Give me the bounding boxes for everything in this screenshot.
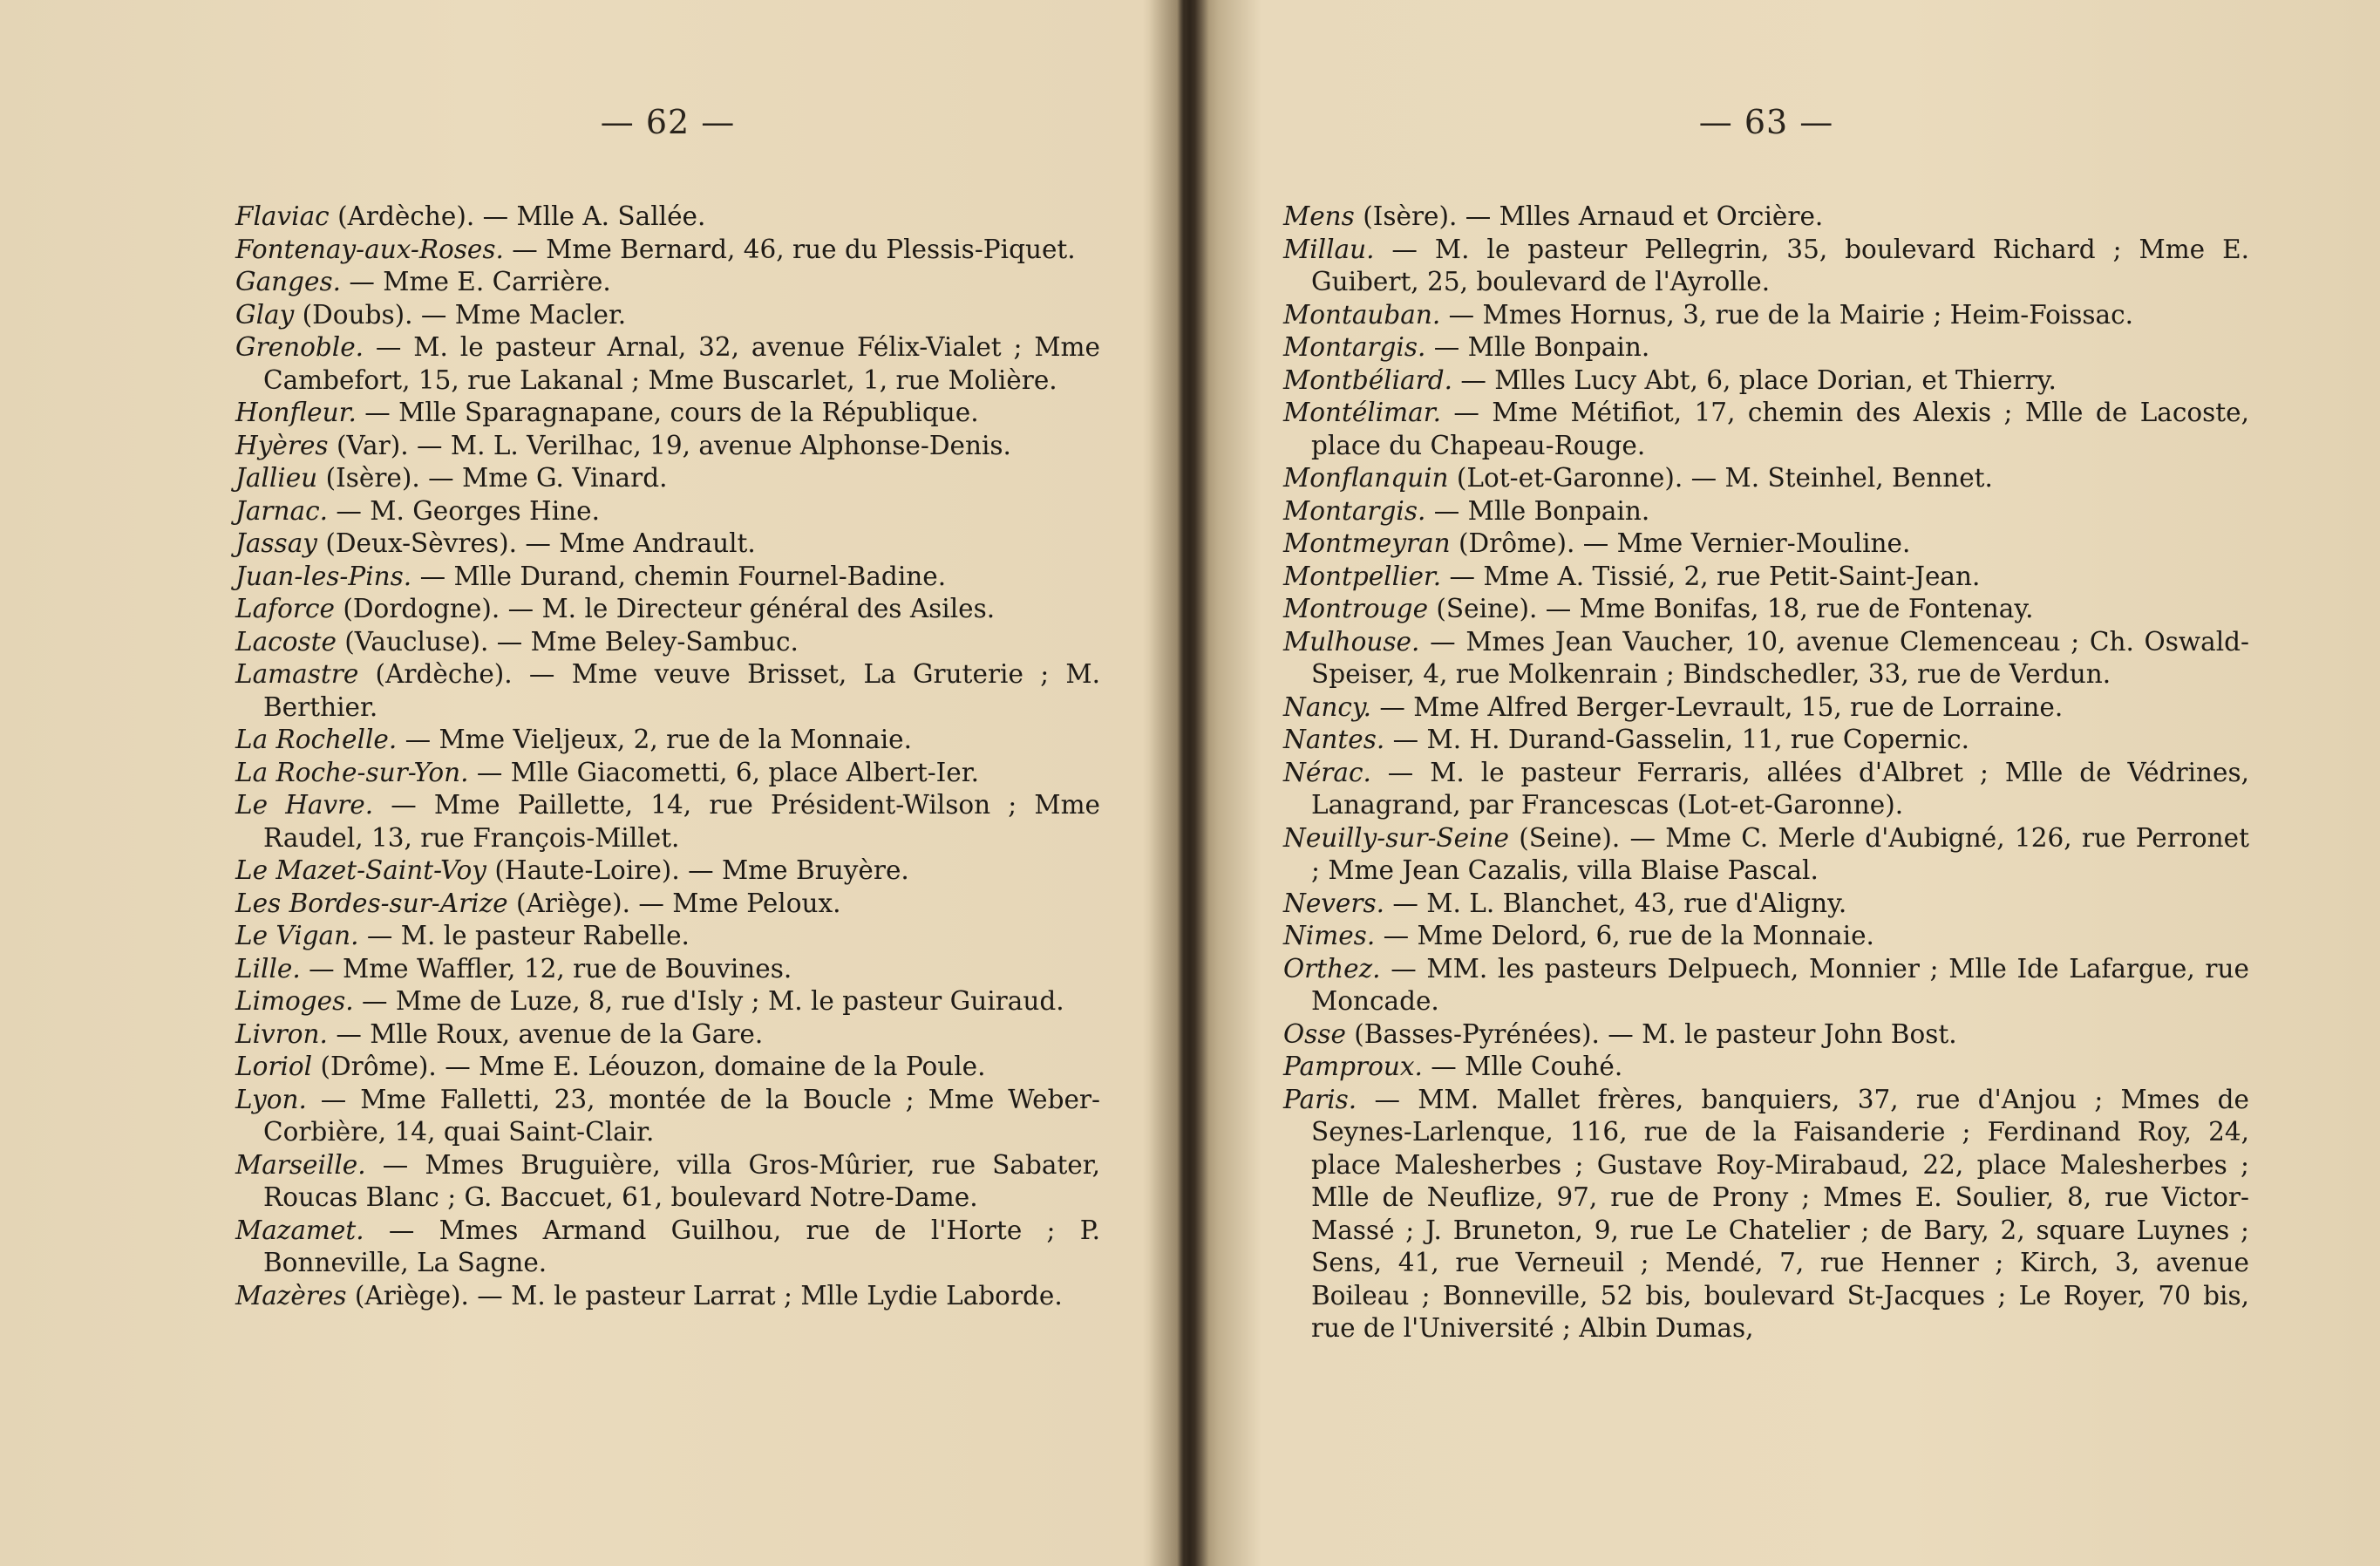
entry-place-name: Mazères xyxy=(235,1280,347,1311)
entry-place-name: Montargis. xyxy=(1283,495,1426,526)
entry-place-name: Neuilly-sur-Seine xyxy=(1283,822,1509,853)
entry-contacts: — Mmes Hornus, 3, rue de la Mairie ; Heim-Foissac. xyxy=(1440,299,2134,330)
directory-entry xyxy=(235,397,1100,430)
entry-place-name: Glay xyxy=(235,299,295,330)
entry-contacts: — Mme Bernard, 46, rue du Plessis-Piquet. xyxy=(503,234,1076,264)
entry-contacts: — Mme Vieljeux, 2, rue de la Monnaie. xyxy=(397,725,912,754)
entry-contacts: — Mlle Bonpain. xyxy=(1425,332,1650,362)
entry-place-name: Ganges. xyxy=(235,267,342,296)
entry-place-name: Paris. xyxy=(1283,1084,1357,1114)
entry-place-name: Nantes. xyxy=(1283,725,1385,754)
entry-contacts: (Ariège). — M. le pasteur Larrat ; Mlle Lydie Laborde. xyxy=(346,1280,1063,1311)
entry-place-name: Le Vigan. xyxy=(235,921,359,950)
entry-place-name: Jassay xyxy=(235,528,317,558)
entry-place-name: Montargis. xyxy=(1283,332,1426,362)
entry-contacts: — Mme Delord, 6, rue de la Monnaie. xyxy=(1375,921,1874,950)
entry-place-name: Honfleur. xyxy=(235,398,357,427)
entry-contacts: — Mlle Couhé. xyxy=(1422,1052,1623,1081)
entry-place-name: Le Mazet-Saint-Voy xyxy=(235,855,486,885)
entry-contacts: — M. le pasteur Arnal, 32, avenue Félix-Vialet ; Mme Cambefort, 15, rue Lakanal ; Mme Buscarlet, 1, rue Molière. xyxy=(263,332,1100,395)
directory-entry xyxy=(1283,626,2249,691)
directory-entry xyxy=(235,724,1100,757)
directory-entry xyxy=(1283,757,2249,822)
directory-entry xyxy=(1283,822,2249,888)
directory-entry xyxy=(1283,234,2249,299)
directory-entry xyxy=(235,462,1100,495)
entry-contacts: (Ardèche). — Mlle A. Sallée. xyxy=(329,201,706,231)
entry-place-name: Monflanquin xyxy=(1283,463,1449,493)
entry-place-name: Grenoble. xyxy=(235,332,364,362)
entry-contacts: (Basses-Pyrénées). — M. le pasteur John Bost. xyxy=(1345,1018,1957,1049)
entry-place-name: Nevers. xyxy=(1283,888,1385,918)
entry-contacts: — Mme Paillette, 14, rue Président-Wilson ; Mme Raudel, 13, rue François-Millet. xyxy=(263,790,1101,853)
directory-entry xyxy=(235,789,1100,854)
entry-place-name: Juan-les-Pins. xyxy=(235,561,412,591)
entry-place-name: Marseille. xyxy=(235,1149,366,1180)
entry-contacts: — M. le pasteur Ferraris, allées d'Albret ; Mlle de Védrines, Lanagrand, par Francescas (Lot-et-Garonne). xyxy=(1311,757,2249,820)
entry-place-name: Montbéliard. xyxy=(1283,364,1452,395)
directory-entry xyxy=(235,430,1100,463)
directory-entry xyxy=(235,1018,1100,1052)
directory-entry xyxy=(1283,462,2249,495)
entry-place-name: Montrouge xyxy=(1283,594,1429,623)
entry-place-name: Pamproux. xyxy=(1283,1052,1423,1081)
entry-contacts: — Mme A. Tissié, 2, rue Petit-Saint-Jean. xyxy=(1441,561,1981,591)
entry-place-name: Les Bordes-sur-Arize xyxy=(235,888,508,918)
entry-contacts: (Vaucluse). — Mme Beley-Sambuc. xyxy=(336,626,799,657)
entry-contacts: — Mme de Luze, 8, rue d'Isly ; M. le pasteur Guiraud. xyxy=(353,986,1064,1016)
directory-entry xyxy=(235,1215,1100,1280)
directory-entry xyxy=(235,528,1100,561)
directory-entry xyxy=(1283,201,2249,234)
entry-place-name: Mazamet. xyxy=(235,1215,364,1245)
entry-contacts: — MM. Mallet frères, banquiers, 37, rue d'Anjou ; Mmes de Seynes-Larlenque, 116, rue de la Faisanderie ; Ferdinand Roy, 24, place Malesherbes ; Gustave Roy-Mirabaud, 22, place Malesherbes ; Mlle de Neuflize, 97, rue de Prony ; Mmes E. Soulier, 8, rue Victor-Massé ; J. Bruneton, 9, rue Le Chatelier ; de Bary, 2, square Luynes ; Sens, 41, rue Verneuil ; Mendé, 7, rue Henner ; Kirch, 3, avenue Boileau ; Bonneville, 52 bis, boulevard St-Jacques ; Le Royer, 70 bis, rue de l'Université ; Albin Dumas, xyxy=(1311,1084,2249,1343)
entry-place-name: Mens xyxy=(1283,201,1355,231)
directory-entry xyxy=(1283,1051,2249,1084)
directory-entry xyxy=(1283,299,2249,332)
entry-place-name: Montélimar. xyxy=(1283,398,1441,427)
directory-entry xyxy=(235,266,1100,299)
entry-contacts: — Mlle Roux, avenue de la Gare. xyxy=(327,1018,764,1049)
directory-entry xyxy=(1283,1084,2249,1345)
entry-contacts: — M. le pasteur Pellegrin, 35, boulevard Richard ; Mme E. Guibert, 25, boulevard de l'Ayrolle. xyxy=(1311,234,2249,296)
entry-contacts: (Seine). — Mme C. Merle d'Aubigné, 126, rue Perronet ; Mme Jean Cazalis, villa Blaise Pascal. xyxy=(1311,822,2249,885)
entry-contacts: — M. H. Durand-Gasselin, 11, rue Copernic. xyxy=(1384,725,1969,754)
directory-entry xyxy=(235,920,1100,953)
entry-place-name: La Rochelle. xyxy=(235,725,398,754)
entry-place-name: Livron. xyxy=(235,1018,328,1049)
entry-place-name: Mulhouse. xyxy=(1283,626,1420,657)
directory-entry xyxy=(235,561,1100,594)
entry-contacts: (Haute-Loire). — Mme Bruyère. xyxy=(486,855,909,885)
entry-contacts: (Dordogne). — M. le Directeur général des Asiles. xyxy=(334,594,996,623)
directory-entry xyxy=(235,593,1100,626)
entry-place-name: Orthez. xyxy=(1283,953,1381,984)
entry-place-name: Flaviac xyxy=(235,201,330,231)
entry-contacts: — MM. les pasteurs Delpuech, Monnier ; Mlle Ide Lafargue, rue Moncade. xyxy=(1311,953,2249,1016)
entry-contacts: — Mlle Sparagnapane, cours de la République. xyxy=(356,398,979,427)
directory-entry xyxy=(235,1149,1100,1215)
directory-entry xyxy=(1283,561,2249,594)
right-entries xyxy=(1283,201,2249,1345)
entry-contacts: (Seine). — Mme Bonifas, 18, rue de Fontenay. xyxy=(1428,594,2034,623)
entry-contacts: (Drôme). — Mme E. Léouzon, domaine de la Poule. xyxy=(312,1052,986,1081)
directory-entry xyxy=(1283,331,2249,364)
directory-entry xyxy=(235,888,1100,921)
entry-contacts: — Mlle Bonpain. xyxy=(1425,495,1650,526)
directory-entry xyxy=(235,331,1100,397)
entry-contacts: — M. L. Blanchet, 43, rue d'Aligny. xyxy=(1384,888,1847,918)
left-page-number: — 62 — xyxy=(600,103,736,141)
directory-entry xyxy=(235,854,1100,888)
directory-entry xyxy=(235,658,1100,724)
entry-place-name: Nimes. xyxy=(1283,921,1376,950)
directory-entry xyxy=(1283,920,2249,953)
entry-contacts: — Mlle Giacometti, 6, place Albert-Ier. xyxy=(468,757,980,787)
entry-place-name: Jallieu xyxy=(235,463,318,493)
entry-place-name: Millau. xyxy=(1283,234,1375,264)
directory-entry xyxy=(235,757,1100,790)
entry-contacts: — Mlles Lucy Abt, 6, place Dorian, et Thierry. xyxy=(1452,364,2057,395)
entry-place-name: Lyon. xyxy=(235,1084,307,1114)
directory-entry xyxy=(1283,888,2249,921)
entry-place-name: Montmeyran xyxy=(1283,528,1451,558)
entry-contacts: — Mmes Armand Guilhou, rue de l'Horte ; P. Bonneville, La Sagne. xyxy=(263,1215,1100,1277)
entry-place-name: Loriol xyxy=(235,1052,313,1081)
left-page xyxy=(0,0,1179,1566)
directory-entry xyxy=(235,953,1100,986)
directory-entry xyxy=(1283,1018,2249,1052)
entry-place-name: Hyères xyxy=(235,430,329,460)
entry-contacts: (Doubs). — Mme Macler. xyxy=(294,299,627,330)
entry-contacts: — Mlle Durand, chemin Fournel-Badine. xyxy=(411,561,947,591)
directory-entry xyxy=(235,1051,1100,1084)
directory-entry xyxy=(1283,724,2249,757)
entry-contacts: — M. le pasteur Rabelle. xyxy=(358,921,690,950)
directory-entry xyxy=(1283,528,2249,561)
directory-entry xyxy=(1283,691,2249,725)
entry-contacts: — Mme Métifiot, 17, chemin des Alexis ; Mlle de Lacoste, place du Chapeau-Rouge. xyxy=(1311,398,2249,460)
directory-entry xyxy=(235,201,1100,234)
entry-place-name: Fontenay-aux-Roses. xyxy=(235,234,504,264)
entry-contacts: (Isère). — Mlles Arnaud et Orcière. xyxy=(1354,201,1824,231)
directory-entry xyxy=(235,1084,1100,1149)
entry-contacts: — M. Georges Hine. xyxy=(328,495,600,526)
entry-place-name: Jarnac. xyxy=(235,495,329,526)
right-page xyxy=(1179,0,2380,1566)
directory-entry xyxy=(235,299,1100,332)
entry-contacts: — Mme E. Carrière. xyxy=(341,267,611,296)
entry-contacts: (Ariège). — Mme Peloux. xyxy=(507,888,841,918)
left-entries xyxy=(235,201,1100,1312)
entry-place-name: Nancy. xyxy=(1283,691,1372,722)
entry-place-name: Lille. xyxy=(235,953,301,984)
entry-contacts: (Lot-et-Garonne). — M. Steinhel, Bennet. xyxy=(1448,463,1993,493)
entry-place-name: Laforce xyxy=(235,594,335,623)
entry-place-name: Le Havre. xyxy=(235,790,374,820)
entry-contacts: — Mme Alfred Berger-Levrault, 15, rue de Lorraine. xyxy=(1371,691,2064,722)
entry-place-name: Limoges. xyxy=(235,986,354,1016)
entry-contacts: — Mme Falletti, 23, montée de la Boucle ; Mme Weber-Corbière, 14, quai Saint-Clair. xyxy=(263,1084,1100,1147)
entry-place-name: Montauban. xyxy=(1283,299,1441,330)
entry-place-name: Montpellier. xyxy=(1283,561,1442,591)
directory-entry xyxy=(235,234,1100,267)
directory-entry xyxy=(1283,953,2249,1018)
entry-contacts: (Ardèche). — Mme veuve Brisset, La Gruterie ; M. Berthier. xyxy=(263,659,1100,722)
directory-entry xyxy=(1283,593,2249,626)
entry-contacts: — Mme Waffler, 12, rue de Bouvines. xyxy=(300,953,792,984)
directory-entry xyxy=(235,495,1100,528)
directory-entry xyxy=(1283,364,2249,398)
directory-entry xyxy=(235,626,1100,659)
entry-place-name: Lamastre xyxy=(235,659,359,689)
entry-contacts: — Mmes Bruguière, villa Gros-Mûrier, rue Sabater, Roucas Blanc ; G. Baccuet, 61, boulevard Notre-Dame. xyxy=(263,1149,1100,1212)
entry-place-name: Lacoste xyxy=(235,626,337,657)
directory-entry xyxy=(235,1280,1100,1313)
entry-place-name: La Roche-sur-Yon. xyxy=(235,757,469,787)
entry-contacts: (Drôme). — Mme Vernier-Mouline. xyxy=(1450,528,1911,558)
entry-place-name: Nérac. xyxy=(1283,757,1371,787)
directory-entry xyxy=(235,985,1100,1018)
entry-contacts: (Isère). — Mme G. Vinard. xyxy=(317,463,668,493)
entry-contacts: (Var). — M. L. Verilhac, 19, avenue Alphonse-Denis. xyxy=(328,430,1011,460)
entry-contacts: — Mmes Jean Vaucher, 10, avenue Clemenceau ; Ch. Oswald-Speiser, 4, rue Molkenrain ; Bindschedler, 33, rue de Verdun. xyxy=(1311,626,2249,689)
directory-entry xyxy=(1283,495,2249,528)
entry-contacts: (Deux-Sèvres). — Mme Andrault. xyxy=(316,528,756,558)
entry-place-name: Osse xyxy=(1283,1018,1346,1049)
right-page-number: — 63 — xyxy=(1698,103,1834,141)
directory-entry xyxy=(1283,397,2249,462)
